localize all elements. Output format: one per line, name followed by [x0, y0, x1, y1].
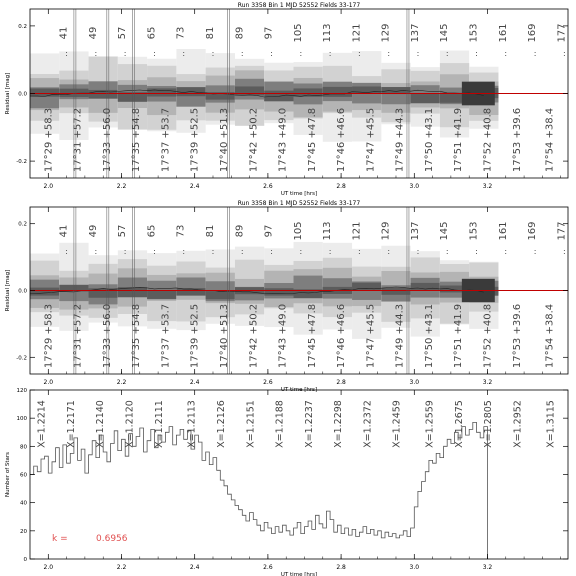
- chart-title: Run 3358 Bin 1 MJD 52552 Fields 33-177: [237, 2, 361, 9]
- declination-label: 17°53 +39.6: [511, 107, 523, 173]
- field-separator-mark: :: [387, 247, 391, 256]
- declination-label: 17°52 +40.8: [482, 303, 494, 369]
- x-tick-label: 2.8: [336, 379, 346, 386]
- y-tick-label: 0.2: [18, 221, 27, 228]
- panel-1: [5, 2, 568, 197]
- y-tick-label: 60: [20, 472, 27, 479]
- field-number-label: 153: [468, 23, 480, 43]
- field-separator-mark: :: [416, 49, 420, 58]
- y-tick-label: 0.2: [18, 23, 27, 30]
- x-tick-label: 2.4: [189, 379, 200, 386]
- declination-label: 17°42 +50.2: [248, 107, 260, 173]
- x-tick-label: 2.2: [116, 379, 127, 386]
- declination-label: 17°37 +53.7: [160, 303, 172, 369]
- x-axis-label: UT time [hrs]: [280, 572, 318, 576]
- airmass-label: X=1.2298: [333, 400, 345, 448]
- x-tick-label: 3.2: [482, 379, 493, 386]
- field-separator-mark: :: [387, 49, 391, 58]
- field-number-label: 121: [351, 221, 363, 241]
- x-tick-label: 2.6: [263, 379, 273, 386]
- field-separator-mark: :: [533, 49, 537, 58]
- residual-band-bin: [411, 94, 440, 104]
- declination-label: 17°29 +58.3: [43, 107, 55, 173]
- declination-label: 17°39 +52.5: [189, 303, 201, 369]
- declination-label: 17°46 +46.6: [336, 107, 348, 173]
- field-number-label: 113: [322, 221, 334, 241]
- y-axis-label: Residual [mag]: [5, 72, 11, 115]
- airmass-label: X=1.2559: [424, 400, 436, 448]
- field-number-label: 105: [292, 23, 304, 43]
- declination-label: 17°47 +45.5: [365, 303, 377, 369]
- field-number-label: 153: [468, 221, 480, 241]
- field-separator-mark: :: [504, 49, 508, 58]
- field-separator-mark: :: [240, 247, 244, 256]
- field-number-label: 177: [556, 221, 568, 241]
- y-tick-label: 0.0: [18, 288, 27, 295]
- field-separator-mark: :: [299, 247, 303, 256]
- x-axis-label: UT time [hrs]: [280, 387, 318, 393]
- y-tick-label: -0.2: [16, 159, 27, 166]
- x-tick-label: 3.2: [482, 564, 493, 571]
- field-separator-mark: :: [123, 247, 127, 256]
- declination-label: 17°33 +56.0: [101, 303, 113, 369]
- field-number-label: 145: [439, 23, 451, 43]
- y-tick-label: 40: [20, 500, 27, 507]
- x-tick-label: 2.6: [263, 183, 273, 190]
- declination-label: 17°40 +51.3: [218, 303, 230, 369]
- field-number-label: 137: [409, 221, 421, 241]
- field-separator-mark: :: [328, 247, 332, 256]
- x-tick-label: 3.0: [409, 183, 420, 190]
- field-separator-mark: :: [445, 49, 449, 58]
- field-separator-mark: :: [153, 49, 156, 58]
- airmass-label: X=1.2237: [303, 400, 315, 448]
- field-separator-mark: :: [475, 49, 478, 58]
- x-tick-label: 3.0: [409, 379, 420, 386]
- field-number-label: 89: [234, 224, 246, 238]
- x-tick-label: 2.8: [336, 564, 346, 571]
- declination-label: 17°39 +52.5: [189, 107, 201, 173]
- x-tick-label: 2.0: [43, 379, 54, 386]
- x-tick-label: 3.0: [409, 564, 420, 571]
- field-number-label: 129: [380, 221, 392, 241]
- field-separator-mark: :: [240, 49, 244, 58]
- declination-label: 17°51 +41.9: [453, 303, 465, 369]
- x-tick-label: 2.0: [43, 183, 54, 190]
- field-number-label: 49: [87, 26, 99, 40]
- field-separator-mark: :: [182, 49, 186, 58]
- chart-title: Run 3358 Bin 1 MJD 52552 Fields 33-177: [237, 200, 361, 207]
- field-number-label: 41: [58, 26, 70, 40]
- field-separator-mark: :: [94, 247, 98, 256]
- residual-band-bin: [30, 288, 59, 296]
- y-tick-label: 100: [16, 416, 27, 423]
- field-separator-mark: :: [65, 247, 68, 256]
- field-separator-mark: :: [562, 247, 566, 256]
- field-separator-mark: :: [562, 49, 566, 58]
- field-number-label: 177: [556, 23, 568, 43]
- airmass-label: X=1.2151: [245, 400, 257, 448]
- field-separator-mark: :: [328, 49, 332, 58]
- field-separator-mark: :: [416, 247, 420, 256]
- panel-2: [5, 200, 568, 393]
- field-separator-mark: :: [270, 247, 273, 256]
- airmass-label: X=1.2952: [512, 400, 524, 448]
- airmass-label: X=1.2120: [124, 400, 136, 448]
- field-number-label: 65: [146, 26, 158, 40]
- residual-band-bin: [264, 288, 293, 295]
- field-separator-mark: :: [270, 49, 273, 58]
- residual-band-bin: [30, 89, 59, 97]
- airmass-label: X=1.2126: [215, 400, 227, 448]
- field-number-label: 129: [380, 23, 392, 43]
- x-tick-label: 3.2: [482, 183, 493, 190]
- field-number-label: 49: [87, 224, 99, 238]
- residual-band-bin: [381, 288, 410, 295]
- airmass-label: X=1.2459: [391, 400, 403, 448]
- field-separator-mark: :: [182, 247, 186, 256]
- field-number-label: 161: [497, 23, 509, 43]
- declination-label: 17°46 +46.6: [336, 303, 348, 369]
- declination-label: 17°37 +53.7: [160, 107, 172, 173]
- field-separator-mark: :: [211, 49, 215, 58]
- field-number-label: 81: [204, 26, 216, 40]
- x-tick-label: 2.4: [189, 564, 200, 571]
- field-number-label: 65: [146, 224, 158, 238]
- field-number-label: 89: [234, 26, 246, 40]
- declination-label: 17°54 +38.4: [544, 303, 556, 369]
- declination-label: 17°29 +58.3: [43, 303, 55, 369]
- airmass-label: X=1.2675: [453, 400, 465, 448]
- field-separator-mark: :: [358, 49, 361, 58]
- airmass-label: X=1.3115: [545, 400, 557, 448]
- residual-band-bin: [147, 290, 176, 299]
- field-number-label: 73: [175, 224, 187, 238]
- field-number-label: 145: [439, 221, 451, 241]
- declination-label: 17°45 +47.8: [306, 303, 318, 369]
- declination-label: 17°40 +51.3: [218, 107, 230, 173]
- declination-label: 17°35 +54.8: [131, 303, 143, 369]
- y-tick-label: 80: [20, 444, 27, 451]
- field-number-label: 105: [292, 221, 304, 241]
- airmass-label: X=1.2140: [95, 400, 107, 448]
- declination-label: 17°31 +57.2: [72, 107, 84, 173]
- declination-label: 17°42 +50.2: [248, 303, 260, 369]
- declination-label: 17°52 +40.8: [482, 107, 494, 173]
- field-separator-mark: :: [123, 49, 127, 58]
- field-number-label: 169: [527, 221, 539, 241]
- declination-label: 17°35 +54.8: [131, 107, 143, 173]
- y-axis-label: Number of Stars: [5, 451, 11, 498]
- airmass-label: X=1.2214: [36, 400, 48, 448]
- y-tick-label: 120: [16, 388, 27, 394]
- residual-band-bin: [176, 288, 205, 296]
- field-separator-mark: :: [475, 247, 478, 256]
- field-number-label: 113: [322, 23, 334, 43]
- airmass-label: X=1.2372: [362, 400, 374, 448]
- x-tick-label: 2.4: [189, 183, 200, 190]
- y-tick-label: 0.0: [18, 91, 27, 98]
- field-separator-mark: :: [153, 247, 156, 256]
- x-tick-label: 2.8: [336, 183, 346, 190]
- field-separator-mark: :: [504, 247, 508, 256]
- declination-label: 17°43 +49.0: [277, 303, 289, 369]
- airmass-label: X=1.2188: [274, 400, 286, 448]
- residual-band-bin: [323, 87, 352, 97]
- field-number-label: 161: [497, 221, 509, 241]
- declination-label: 17°45 +47.8: [306, 107, 318, 173]
- airmass-label: X=1.2805: [483, 400, 495, 448]
- residual-band-bin: [206, 291, 235, 299]
- field-number-label: 73: [175, 26, 187, 40]
- field-number-label: 57: [117, 26, 129, 40]
- field-number-label: 169: [527, 23, 539, 43]
- field-number-label: 97: [263, 224, 275, 238]
- field-separator-mark: :: [65, 49, 68, 58]
- panel-3: [5, 388, 568, 576]
- declination-label: 17°50 +43.1: [423, 107, 435, 173]
- y-tick-label: -0.2: [16, 355, 27, 362]
- declination-label: 17°54 +38.4: [544, 107, 556, 173]
- field-number-label: 137: [409, 23, 421, 43]
- k-value: 0.6956: [96, 534, 128, 544]
- y-tick-label: 20: [20, 528, 27, 535]
- field-separator-mark: :: [94, 49, 98, 58]
- y-axis-label: Residual [mag]: [5, 269, 11, 312]
- residual-band-bin: [176, 87, 205, 96]
- field-separator-mark: :: [211, 247, 215, 256]
- declination-label: 17°53 +39.6: [511, 303, 523, 369]
- x-tick-label: 2.2: [116, 564, 127, 571]
- field-number-label: 57: [117, 224, 129, 238]
- declination-label: 17°50 +43.1: [423, 303, 435, 369]
- declination-label: 17°49 +44.3: [394, 303, 406, 369]
- residual-band-bin: [235, 86, 264, 95]
- x-tick-label: 2.2: [116, 183, 127, 190]
- airmass-label: X=1.2111: [153, 400, 165, 448]
- airmass-label: X=1.2113: [186, 400, 198, 448]
- field-number-label: 97: [263, 26, 275, 40]
- field-separator-mark: :: [533, 247, 537, 256]
- field-separator-mark: :: [299, 49, 303, 58]
- declination-label: 17°47 +45.5: [365, 107, 377, 173]
- field-number-label: 41: [58, 224, 70, 238]
- x-tick-label: 2.0: [43, 564, 54, 571]
- declination-label: 17°31 +57.2: [72, 303, 84, 369]
- field-number-label: 81: [204, 224, 216, 238]
- declination-label: 17°51 +41.9: [453, 107, 465, 173]
- field-number-label: 121: [351, 23, 363, 43]
- airmass-label: X=1.2171: [65, 400, 77, 448]
- declination-label: 17°49 +44.3: [394, 107, 406, 173]
- field-separator-mark: :: [445, 247, 449, 256]
- x-axis-label: UT time [hrs]: [280, 191, 318, 197]
- y-tick-label: 0: [23, 557, 27, 563]
- residual-band-bin: [264, 91, 293, 101]
- residual-band-bin: [411, 283, 440, 291]
- x-tick-label: 2.6: [263, 564, 273, 571]
- declination-label: 17°33 +56.0: [101, 107, 113, 173]
- k-label: k =: [52, 534, 68, 544]
- residual-band-bin: [147, 88, 176, 96]
- declination-label: 17°43 +49.0: [277, 107, 289, 173]
- residual-band-bin: [89, 288, 118, 297]
- field-separator-mark: :: [358, 247, 361, 256]
